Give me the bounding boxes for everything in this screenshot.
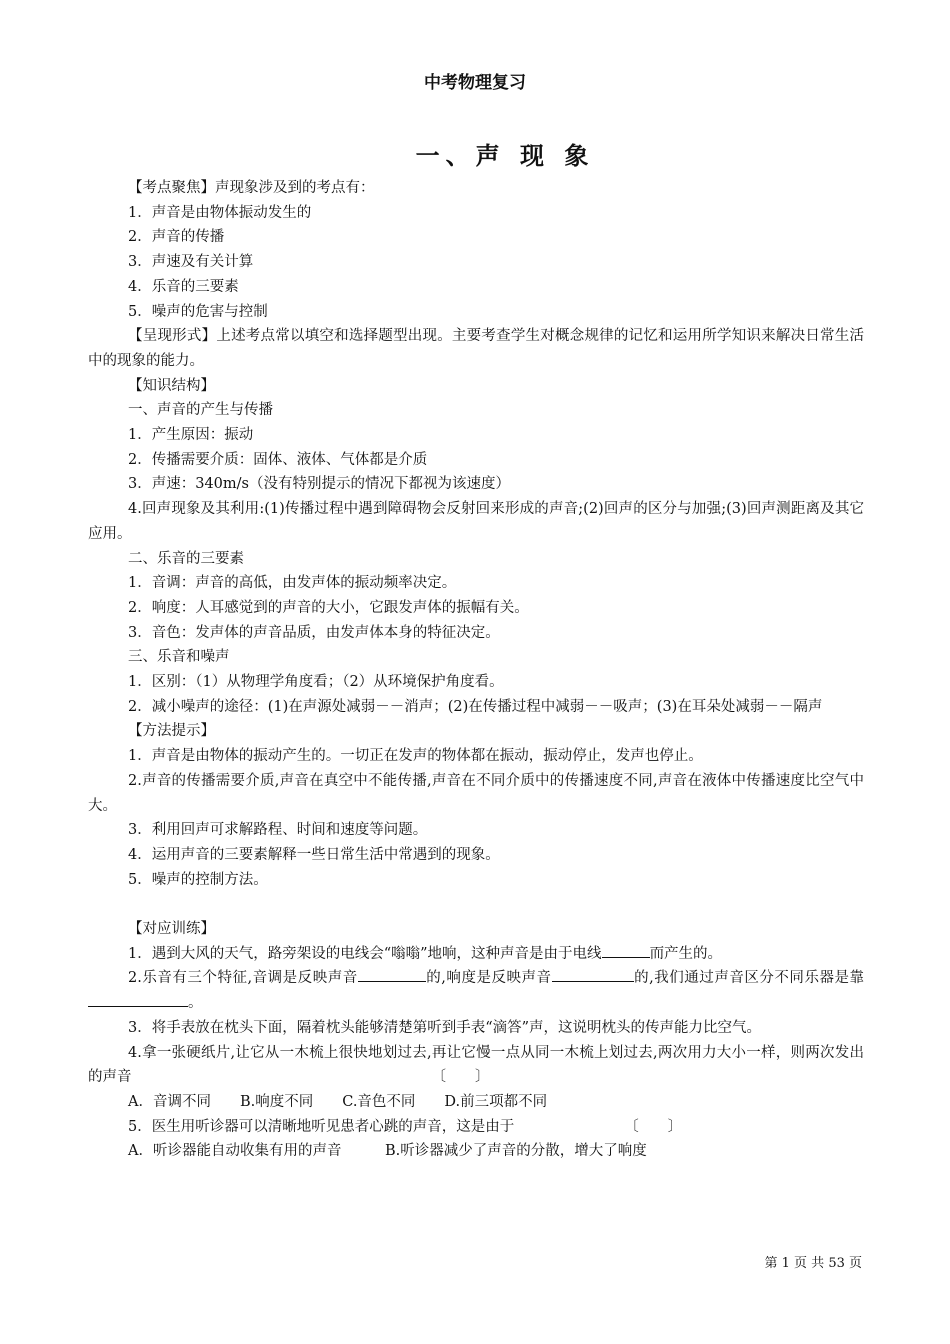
fill-blank[interactable] (602, 942, 650, 958)
paragraph: 4.回声现象及其利用:(1)传播过程中遇到障碍物会反射回来形成的声音;(2)回声的区分与加强;(3)回声测距离及其它应用。 (88, 501, 864, 542)
paragraph: 一、声音的产生与传播 (128, 402, 273, 419)
fill-blank[interactable] (88, 991, 188, 1007)
paragraph: 5．噪声的危害与控制 (128, 303, 268, 320)
paragraph: 1．区别：（1）从物理学角度看；（2）从环境保护角度看。 (128, 674, 504, 691)
document-body (88, 176, 864, 1164)
paragraph: 三、乐音和噪声 (128, 649, 230, 666)
paragraph: 3．声速及有关计算 (128, 254, 254, 271)
paragraph: 【方法提示】 (128, 723, 215, 740)
question-2-text-c: 的,我们通过声音区分不同乐器是靠 (633, 970, 865, 987)
answer-bracket[interactable]: 〔 〕 (624, 1118, 683, 1135)
chapter-title: 一、声 现 象 (415, 142, 595, 170)
question-4-options: A．音调不同 B.响度不同 C.音色不同 D.前三项都不同 (128, 1094, 548, 1110)
spacer (88, 892, 864, 917)
fill-blank[interactable] (358, 966, 426, 982)
paragraph: 二、乐音的三要素 (128, 550, 244, 567)
paragraph: 2.声音的传播需要介质,声音在真空中不能传播,声音在不同介质中的传播速度不同,声音在液体中传播速度比空气中大。 (88, 772, 864, 814)
paragraph: 1．声音是由物体的振动产生的。一切正在发声的物体都在振动，振动停止，发声也停止。 (128, 748, 703, 765)
paragraph: 3．音色：发声体的声音品质，由发声体本身的特征决定。 (128, 624, 500, 641)
question-2-text-a: 2.乐音有三个特征,音调是反映声音 (128, 970, 358, 987)
question-2 (88, 966, 864, 1015)
page-footer: 第 1 页 共 53 页 (764, 1256, 862, 1271)
paragraph-list (88, 176, 864, 892)
question-5 (88, 1115, 864, 1140)
paragraph: 5．噪声的控制方法。 (128, 871, 268, 888)
paragraph: 【知识结构】 (128, 377, 215, 394)
paragraph: 4．运用声音的三要素解释一些日常生活中常遇到的现象。 (128, 846, 500, 863)
paragraph: 4．乐音的三要素 (128, 278, 239, 295)
question-1-text-a: 1．遇到大风的天气，路旁架设的电线会“嗡嗡”地响，这种声音是由于电线 (128, 945, 602, 962)
paragraph: 3．声速：340m/s（没有特别提示的情况下都视为该速度） (128, 476, 510, 493)
paragraph: 1．音调：声音的高低，由发声体的振动频率决定。 (128, 575, 457, 592)
paragraph: 【呈现形式】上述考点常以填空和选择题型出现。主要考查学生对概念规律的记忆和运用所学知识来解决日常生活中的现象的能力。 (88, 328, 864, 369)
question-2-text-d: 。 (188, 995, 203, 1012)
fill-blank[interactable] (552, 966, 634, 982)
question-5-stem: 5．医生用听诊器可以清晰地听见患者心跳的声音，这是由于 (128, 1118, 515, 1135)
answer-bracket[interactable]: 〔 〕 (431, 1069, 490, 1086)
paragraph: 2．响度：人耳感觉到的声音的大小，它跟发声体的振幅有关。 (128, 599, 529, 616)
question-3: 3．将手表放在枕头下面，隔着枕头能够清楚第听到手表“滴答”声，这说明枕头的传声能力比空气。 (128, 1019, 762, 1036)
paragraph: 【考点聚焦】声现象涉及到的考点有： (128, 180, 375, 196)
paragraph: 3．利用回声可求解路程、时间和速度等问题。 (128, 822, 428, 839)
paragraph: 2．传播需要介质：固体、液体、气体都是介质 (128, 451, 428, 468)
question-5-options: A．听诊器能自动收集有用的声音 B.听诊器减少了声音的分散，增大了响度 (128, 1143, 647, 1160)
training-header: 【对应训练】 (128, 921, 215, 938)
paragraph: 1．产生原因：振动 (128, 427, 254, 444)
paragraph: 2．减小噪声的途径：(1)在声源处减弱－－消声；(2)在传播过程中减弱－－吸声；(3)在耳朵处减弱－－隔声 (128, 698, 823, 715)
question-1 (88, 942, 864, 967)
question-4-stem: 4.拿一张硬纸片,让它从一木梳上很快地划过去,再让它慢一点从同一木梳上划过去,两次用力大小一样，则两次发出的声音 (88, 1044, 864, 1086)
question-1-text-b: 而产生的。 (649, 945, 723, 962)
paragraph: 2．声音的传播 (128, 229, 225, 246)
header-title: 中考物理复习 (424, 73, 526, 93)
question-4 (88, 1041, 864, 1090)
paragraph: 1．声音是由物体振动发生的 (128, 204, 312, 221)
question-2-text-b: 的,响度是反映声音 (425, 970, 552, 987)
